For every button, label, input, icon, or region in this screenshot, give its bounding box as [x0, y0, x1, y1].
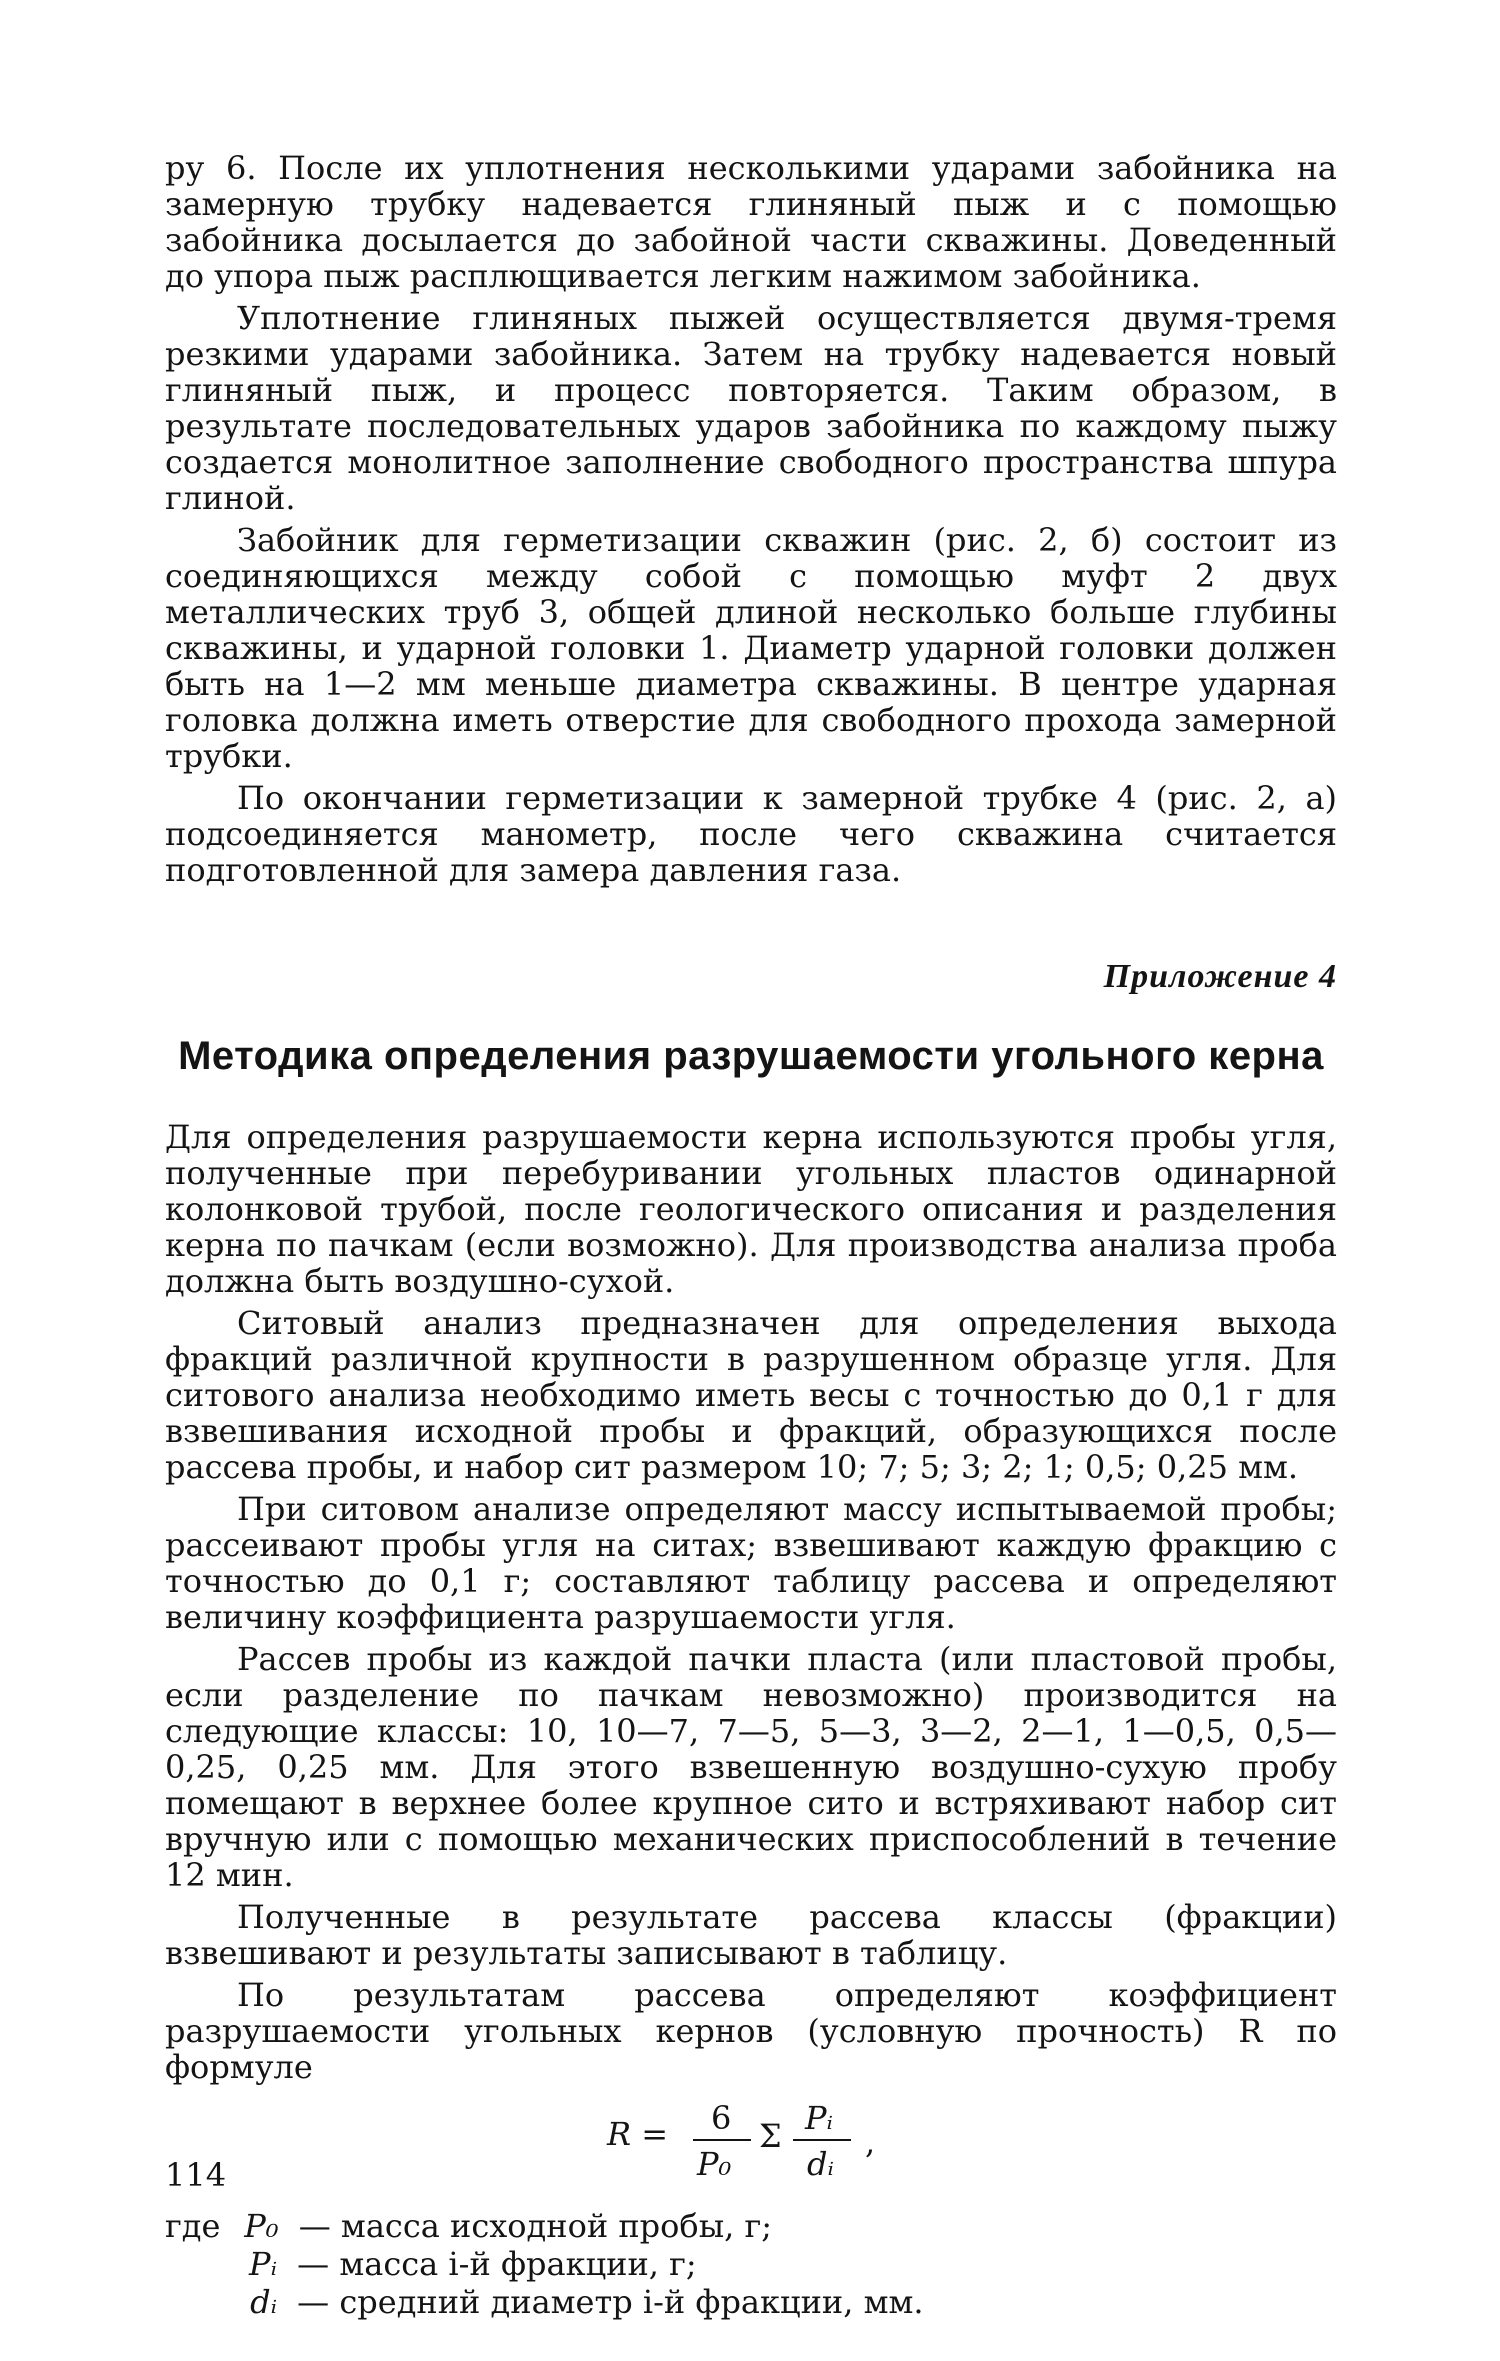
section-title: Методика определения разрушаемости угольного керна — [178, 1034, 1324, 1078]
legend-row — [165, 2283, 1337, 2321]
formula-denominator-1: P₀ — [697, 2145, 732, 2183]
paragraph: При ситовом анализе определяют массу испытываемой пробы; рассеивают пробы угля на ситах; взвешивают каждую фракцию с точностью до 0,1 г; составляют таблицу рассева и определяют величину коэффициента разрушаемости угля. — [165, 1490, 1337, 1636]
formula-lhs: R = — [607, 2115, 669, 2153]
legend-symbol: Pᵢ — [249, 2245, 277, 2283]
formula-tail: , — [865, 2123, 876, 2161]
formula — [165, 2093, 1337, 2203]
fraction-bar-1 — [693, 2139, 751, 2141]
paragraph: По окончании герметизации к замерной трубке 4 (рис. 2, а) подсоединяется манометр, после чего скважина считается подготовленной для замера давления газа. — [165, 779, 1337, 889]
paragraph: Ситовый анализ предназначен для определения выхода фракций различной крупности в разрушенном образце угля. Для ситового анализа необходимо иметь весы с точностью до 0,1 г для взвешивания исходной пробы и фракций, образующихся после рассева пробы, и набор сит размером 10; 7; 5; 3; 2; 1; 0,5; 0,25 мм. — [165, 1304, 1337, 1486]
paragraph: По результатам рассева определяют коэффициент разрушаемости угольных кернов (условную прочность) R по формуле — [165, 1976, 1337, 2086]
legend-row — [165, 2245, 1337, 2283]
paragraph: Рассев пробы из каждой пачки пласта (или пластовой пробы, если разделение по пачкам невозможно) производится на следующие классы: 10, 10—7, 7—5, 5—3, 3—2, 2—1, 1—0,5, 0,5—0,25, 0,25 мм. Для этого взвешенную воздушно-сухую пробу помещают в верхнее более крупное сито и встряхивают набор сит вручную или с помощью механических приспособлений в течение 12 мин. — [165, 1640, 1337, 1894]
paragraph: ру 6. После их уплотнения несколькими ударами забойника на замерную трубку надевается глиняный пыж и с помощью забойника досылается до забойной части скважины. Доведенный до упора пыж расплющивается легким нажимом забойника. — [165, 149, 1337, 295]
fraction-bar-2 — [793, 2139, 851, 2141]
paragraph: Для определения разрушаемости керна используются пробы угля, полученные при перебуривании угольных пластов одинарной колонковой трубой, после геологического описания и разделения керна по пачкам (если возможно). Для производства анализа проба должна быть воздушно-сухой. — [165, 1118, 1337, 1300]
formula-numerator-2: Pᵢ — [805, 2099, 833, 2137]
formula-legend — [165, 2207, 1337, 2321]
appendix-label: Приложение 4 — [1103, 958, 1337, 995]
page-body — [165, 150, 1337, 2321]
legend-text: — масса i-й фракции, г; — [297, 2245, 697, 2283]
legend-symbol: dᵢ — [250, 2283, 277, 2321]
formula-numerator-1: 6 — [711, 2099, 732, 2137]
legend-row — [165, 2207, 1337, 2245]
legend-lead: где — [165, 2207, 221, 2245]
formula-sigma: Σ — [759, 2117, 782, 2155]
legend-symbol: P₀ — [244, 2207, 279, 2245]
paragraph: Полученные в результате рассева классы (фракции) взвешивают и результаты записывают в таблицу. — [165, 1898, 1337, 1972]
legend-text: — масса исходной пробы, г; — [298, 2207, 773, 2245]
page-number: 114 — [165, 2156, 227, 2194]
legend-text: — средний диаметр i-й фракции, мм. — [297, 2283, 924, 2321]
formula-denominator-2: dᵢ — [807, 2145, 834, 2183]
paragraph: Забойник для герметизации скважин (рис. 2, б) состоит из соединяющихся между собой с помощью муфт 2 двух металлических труб 3, общей длиной несколько больше глубины скважины, и ударной головки 1. Диаметр ударной головки должен быть на 1—2 мм меньше диаметра скважины. В центре ударная головка должна иметь отверстие для свободного прохода замерной трубки. — [165, 521, 1337, 775]
paragraph: Уплотнение глиняных пыжей осуществляется двумя-тремя резкими ударами забойника. Затем на трубку надевается новый глиняный пыж, и процесс повторяется. Таким образом, в результате последовательных ударов забойника по каждому пыжу создается монолитное заполнение свободного пространства шпура глиной. — [165, 299, 1337, 517]
